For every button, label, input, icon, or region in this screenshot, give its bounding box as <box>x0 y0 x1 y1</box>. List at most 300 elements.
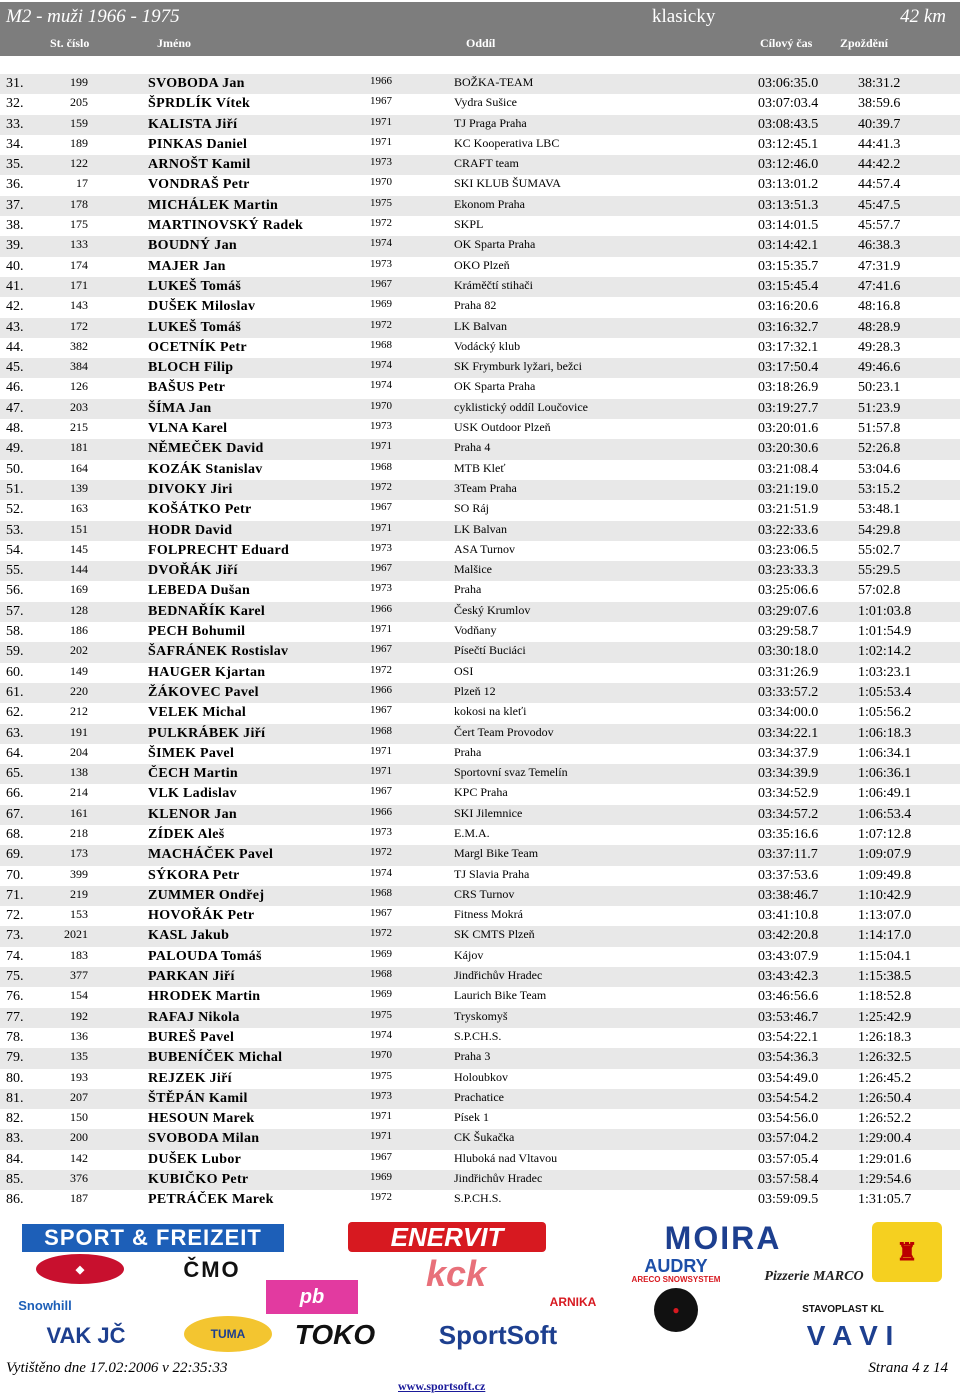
table-row <box>0 135 960 155</box>
year-cell: 1971 <box>370 623 392 636</box>
name-cell: HAUGER Kjartan <box>148 664 266 680</box>
club-cell: BOŽKA-TEAM <box>454 75 534 89</box>
rank-cell: 50. <box>6 461 24 477</box>
bib-cell: 181 <box>70 440 88 455</box>
table-row <box>0 378 960 398</box>
gap-cell: 1:26:45.2 <box>858 1070 912 1086</box>
gap-cell: 38:31.2 <box>858 76 901 91</box>
results-header <box>0 2 960 56</box>
gap-cell: 1:18:52.8 <box>858 989 912 1005</box>
bib-cell: 163 <box>70 501 88 516</box>
name-cell: ZÍDEK Aleš <box>148 826 225 842</box>
rank-cell: 61. <box>6 684 24 700</box>
time-cell: 03:29:07.6 <box>758 603 819 619</box>
bib-cell: 220 <box>70 683 88 698</box>
arnika-logo: ARNIKA <box>549 1295 597 1309</box>
bib-cell: 399 <box>70 866 88 881</box>
year-cell: 1974 <box>370 866 392 879</box>
table-row <box>0 358 960 378</box>
year-cell: 1970 <box>370 399 392 412</box>
gap-cell: 1:29:00.4 <box>858 1131 912 1147</box>
name-cell: HOVOŘÁK Petr <box>148 908 255 924</box>
toko-logo: TOKO <box>294 1319 376 1350</box>
table-row <box>0 947 960 967</box>
club-cell: SK CMTS Plzeň <box>454 927 535 942</box>
club-cell: Prachatice <box>454 1089 504 1104</box>
club-cell: USK Outdoor Plzeň <box>454 420 551 435</box>
table-row <box>0 74 960 94</box>
name-cell: PETRÁČEK Marek <box>148 1192 274 1208</box>
bib-cell: 382 <box>70 338 88 353</box>
year-cell: 1975 <box>370 196 392 209</box>
table-row <box>0 886 960 906</box>
time-cell: 03:38:46.7 <box>758 887 819 903</box>
name-cell: LUKEŠ Tomáš <box>148 278 242 294</box>
bib-cell: 135 <box>70 1049 88 1064</box>
bib-cell: 212 <box>70 704 88 719</box>
bib-cell: 169 <box>70 582 88 597</box>
gap-cell: 1:29:54.6 <box>858 1172 912 1188</box>
name-cell: BUREŠ Pavel <box>148 1029 235 1045</box>
pizzerie-logo: Pizzerie MARCO <box>764 1269 864 1284</box>
time-cell: 03:15:35.7 <box>758 258 819 274</box>
gap-cell: 55:02.7 <box>858 542 901 558</box>
rank-cell: 81. <box>6 1090 24 1106</box>
gap-cell: 44:57.4 <box>858 177 901 193</box>
gap-cell: 1:07:12.8 <box>858 826 912 842</box>
time-cell: 03:42:20.8 <box>758 928 819 944</box>
table-row <box>0 845 960 865</box>
bib-cell: 144 <box>70 562 88 577</box>
time-cell: 03:29:58.7 <box>758 624 819 640</box>
gap-cell: 40:39.7 <box>858 116 901 132</box>
time-cell: 03:16:20.6 <box>758 299 819 315</box>
year-cell: 1974 <box>370 1028 392 1041</box>
gap-cell: 48:16.8 <box>858 299 901 315</box>
club-cell: OKO Plzeň <box>454 257 510 272</box>
bib-cell: 218 <box>70 825 88 840</box>
club-cell: Margl Bike Team <box>454 846 539 861</box>
rank-cell: 72. <box>6 908 24 924</box>
column-header-name: Jméno <box>157 36 191 50</box>
club-cell: TJ Slavia Praha <box>454 866 530 881</box>
table-row <box>0 480 960 500</box>
club-cell: OK Sparta Praha <box>454 379 536 394</box>
pb-logo: pb <box>266 1280 358 1314</box>
time-cell: 03:21:19.0 <box>758 481 819 497</box>
bib-cell: 193 <box>70 1069 88 1084</box>
time-cell: 03:34:52.9 <box>758 786 819 802</box>
style-label: klasicky <box>652 6 716 27</box>
gap-cell: 48:28.9 <box>858 319 901 335</box>
gap-cell: 49:46.6 <box>858 360 901 376</box>
rank-cell: 32. <box>6 96 24 112</box>
time-cell: 03:46:56.6 <box>758 989 819 1005</box>
time-cell: 03:06:35.0 <box>758 76 819 91</box>
name-cell: DUŠEK Lubor <box>148 1151 242 1167</box>
year-cell: 1971 <box>370 1110 392 1123</box>
gap-cell: 47:31.9 <box>858 258 901 274</box>
vavi-logo: V A V I <box>806 1320 894 1351</box>
club-cell: OK Sparta Praha <box>454 237 536 252</box>
time-cell: 03:34:00.0 <box>758 705 819 721</box>
bib-cell: 138 <box>70 765 88 780</box>
rank-cell: 54. <box>6 542 24 558</box>
gap-cell: 1:06:34.1 <box>858 745 912 761</box>
rank-cell: 40. <box>6 258 24 274</box>
name-cell: FOLPRECHT Eduard <box>148 542 290 558</box>
club-cell: Písek 1 <box>454 1110 490 1125</box>
time-cell: 03:16:32.7 <box>758 319 819 335</box>
rank-cell: 84. <box>6 1151 24 1167</box>
gap-cell: 44:42.2 <box>858 157 901 173</box>
name-cell: MARTINOVSKÝ Radek <box>148 218 304 234</box>
time-cell: 03:20:30.6 <box>758 441 819 457</box>
rank-cell: 83. <box>6 1131 24 1147</box>
gap-cell: 57:02.8 <box>858 583 901 599</box>
year-cell: 1971 <box>370 521 392 534</box>
year-cell: 1975 <box>370 1008 392 1021</box>
name-cell: HODR David <box>148 522 233 538</box>
time-cell: 03:07:03.4 <box>758 96 819 112</box>
time-cell: 03:54:54.2 <box>758 1090 819 1106</box>
results-table <box>0 74 960 1211</box>
gap-cell: 1:02:14.2 <box>858 644 912 660</box>
club-cell: Ekonom Praha <box>454 196 525 211</box>
table-row <box>0 1109 960 1129</box>
bib-cell: 122 <box>70 156 88 171</box>
table-row <box>0 318 960 338</box>
bib-cell: 205 <box>70 95 88 110</box>
year-cell: 1972 <box>370 1191 392 1204</box>
areco-logo: ARECO SNOWSYSTEM <box>631 1274 721 1284</box>
bib-cell: 202 <box>70 643 88 658</box>
time-cell: 03:37:53.6 <box>758 867 819 883</box>
name-cell: HESOUN Marek <box>148 1111 255 1127</box>
bib-cell: 219 <box>70 886 88 901</box>
year-cell: 1967 <box>370 501 392 514</box>
rank-cell: 86. <box>6 1192 24 1208</box>
time-cell: 03:34:37.9 <box>758 745 819 761</box>
year-cell: 1968 <box>370 886 392 899</box>
club-cell: KC Kooperativa LBC <box>454 135 560 150</box>
club-cell: Vodňany <box>454 623 497 638</box>
table-row <box>0 541 960 561</box>
bib-cell: 215 <box>70 420 88 435</box>
gap-cell: 1:26:52.2 <box>858 1111 912 1127</box>
gap-cell: 1:25:42.9 <box>858 1009 912 1025</box>
bib-cell: 183 <box>70 947 88 962</box>
bib-cell: 178 <box>70 196 88 211</box>
table-row <box>0 602 960 622</box>
bib-cell: 174 <box>70 257 88 272</box>
rank-cell: 69. <box>6 847 24 863</box>
club-cell: Kájov <box>454 947 484 962</box>
club-cell: CRAFT team <box>454 156 519 171</box>
bib-cell: 207 <box>70 1089 88 1104</box>
rank-cell: 62. <box>6 705 24 721</box>
year-cell: 1971 <box>370 765 392 778</box>
gap-cell: 1:06:49.1 <box>858 786 912 802</box>
brewery-badge-icon: ◆ <box>36 1254 124 1284</box>
rank-cell: 36. <box>6 177 24 193</box>
name-cell: BAŠUS Petr <box>148 380 226 396</box>
sportsoft-logo: SportSoft <box>438 1319 558 1350</box>
time-cell: 03:17:50.4 <box>758 360 819 376</box>
name-cell: LUKEŠ Tomáš <box>148 319 242 335</box>
club-cell: Kráměčtí stihači <box>454 277 533 292</box>
table-row <box>0 439 960 459</box>
club-cell: Vodácký klub <box>454 338 521 353</box>
club-cell: Holoubkov <box>454 1069 508 1084</box>
year-cell: 1969 <box>370 947 392 960</box>
name-cell: DIVOKY Jiri <box>148 481 233 497</box>
bib-cell: 161 <box>70 805 88 820</box>
bib-cell: 199 <box>70 75 88 89</box>
column-header-club: Oddíl <box>466 36 496 50</box>
bib-cell: 187 <box>70 1191 88 1206</box>
bib-cell: 191 <box>70 724 88 739</box>
bib-cell: 186 <box>70 623 88 638</box>
club-cell: Jindřichův Hradec <box>454 968 543 983</box>
name-cell: BLOCH Filip <box>148 360 234 376</box>
rank-cell: 71. <box>6 887 24 903</box>
rank-cell: 63. <box>6 725 24 741</box>
time-cell: 03:54:22.1 <box>758 1029 819 1045</box>
sponsor-logos <box>0 1218 960 1358</box>
tuma-logo: TUMA <box>184 1316 272 1352</box>
table-row <box>0 1069 960 1089</box>
name-cell: PULKRÁBEK Jiří <box>148 725 266 741</box>
year-cell: 1972 <box>370 663 392 676</box>
table-row <box>0 277 960 297</box>
table-row <box>0 115 960 135</box>
bib-cell: 376 <box>70 1171 88 1186</box>
gap-cell: 1:01:03.8 <box>858 603 912 619</box>
club-cell: Praha <box>454 582 482 597</box>
stavoplast-logo: STAVOPLAST KL <box>802 1303 884 1315</box>
name-cell: DVOŘÁK Jiří <box>148 563 238 579</box>
club-cell: Sportovní svaz Temelín <box>454 765 568 780</box>
year-cell: 1974 <box>370 379 392 392</box>
category-title: M2 - muži 1966 - 1975 <box>6 6 180 27</box>
table-row <box>0 926 960 946</box>
gap-cell: 53:48.1 <box>858 502 901 518</box>
table-row <box>0 1129 960 1149</box>
time-cell: 03:54:49.0 <box>758 1070 819 1086</box>
club-cell: Laurich Bike Team <box>454 988 547 1003</box>
name-cell: ŠPRDLÍK Vítek <box>148 96 251 112</box>
name-cell: KALISTA Jiří <box>148 116 238 132</box>
bib-cell: 214 <box>70 785 88 800</box>
time-cell: 03:19:27.7 <box>758 400 819 416</box>
gap-cell: 1:01:54.9 <box>858 624 912 640</box>
name-cell: PALOUDA Tomáš <box>148 948 262 964</box>
time-cell: 03:15:45.4 <box>758 278 819 294</box>
table-row <box>0 1089 960 1109</box>
name-cell: SVOBODA Milan <box>148 1131 260 1147</box>
bib-cell: 128 <box>70 602 88 617</box>
table-row <box>0 196 960 216</box>
time-cell: 03:59:09.5 <box>758 1192 819 1208</box>
gap-cell: 45:57.7 <box>858 218 901 234</box>
bib-cell: 384 <box>70 359 88 374</box>
year-cell: 1973 <box>370 420 392 433</box>
table-row <box>0 561 960 581</box>
bib-cell: 159 <box>70 115 88 130</box>
rank-cell: 37. <box>6 197 24 213</box>
bib-cell: 204 <box>70 744 88 759</box>
club-cell: OSI <box>454 663 474 678</box>
gap-cell: 1:15:38.5 <box>858 969 912 985</box>
year-cell: 1966 <box>370 683 392 696</box>
rank-cell: 47. <box>6 400 24 416</box>
gap-cell: 49:28.3 <box>858 339 901 355</box>
sportsoft-link[interactable]: www.sportsoft.cz <box>398 1379 486 1393</box>
year-cell: 1970 <box>370 176 392 189</box>
club-cell: S.P.CH.S. <box>454 1191 502 1206</box>
rank-cell: 82. <box>6 1111 24 1127</box>
table-row <box>0 500 960 520</box>
name-cell: HRODEK Martin <box>148 989 261 1005</box>
table-row <box>0 967 960 987</box>
club-cell: SKI Jilemnice <box>454 805 523 820</box>
year-cell: 1971 <box>370 135 392 148</box>
name-cell: NĚMEČEK David <box>148 441 264 457</box>
rank-cell: 59. <box>6 644 24 660</box>
rank-cell: 79. <box>6 1050 24 1066</box>
year-cell: 1973 <box>370 825 392 838</box>
rank-cell: 85. <box>6 1172 24 1188</box>
gap-cell: 44:41.3 <box>858 136 901 152</box>
club-cell: Jindřichův Hradec <box>454 1171 543 1186</box>
name-cell: BUBENÍČEK Michal <box>148 1050 283 1066</box>
time-cell: 03:35:16.6 <box>758 826 819 842</box>
name-cell: VLK Ladislav <box>148 786 237 802</box>
name-cell: KASL Jakub <box>148 928 230 944</box>
table-row <box>0 236 960 256</box>
column-header-time: Cílový čas <box>760 36 813 50</box>
table-row <box>0 784 960 804</box>
time-cell: 03:08:43.5 <box>758 116 819 132</box>
distance-label: 42 km <box>900 6 946 27</box>
gap-cell: 1:29:01.6 <box>858 1151 912 1167</box>
year-cell: 1968 <box>370 338 392 351</box>
club-cell: Plzeň 12 <box>454 683 496 698</box>
year-cell: 1972 <box>370 480 392 493</box>
rank-cell: 41. <box>6 278 24 294</box>
rank-cell: 48. <box>6 421 24 437</box>
name-cell: PINKAS Daniel <box>148 136 248 152</box>
name-cell: BEDNAŘÍK Karel <box>148 603 266 619</box>
bib-cell: 17 <box>76 176 88 191</box>
bib-cell: 189 <box>70 135 88 150</box>
bib-cell: 173 <box>70 846 88 861</box>
club-cell: SKI KLUB ŠUMAVA <box>454 176 561 191</box>
table-row <box>0 703 960 723</box>
name-cell: ARNOŠT Kamil <box>148 157 251 173</box>
rank-cell: 51. <box>6 481 24 497</box>
time-cell: 03:53:46.7 <box>758 1009 819 1025</box>
club-cell: LK Balvan <box>454 521 507 536</box>
table-row <box>0 805 960 825</box>
table-row <box>0 297 960 317</box>
name-cell: MACHÁČEK Pavel <box>148 847 274 863</box>
table-row <box>0 216 960 236</box>
bib-cell: 164 <box>70 460 88 475</box>
rank-cell: 42. <box>6 299 24 315</box>
rank-cell: 65. <box>6 766 24 782</box>
year-cell: 1974 <box>370 359 392 372</box>
table-row <box>0 419 960 439</box>
bib-cell: 154 <box>70 988 88 1003</box>
club-cell: CRS Turnov <box>454 886 515 901</box>
gap-cell: 53:04.6 <box>858 461 901 477</box>
gap-cell: 1:15:04.1 <box>858 948 912 964</box>
name-cell: KLENOR Jan <box>148 806 237 822</box>
name-cell: LEBEDA Dušan <box>148 583 251 599</box>
gap-cell: 1:06:36.1 <box>858 766 912 782</box>
table-row <box>0 642 960 662</box>
year-cell: 1971 <box>370 115 392 128</box>
name-cell: VLNA Karel <box>148 421 228 437</box>
table-row <box>0 724 960 744</box>
page-number: Strana 4 z 14 <box>868 1360 948 1376</box>
club-cell: S.P.CH.S. <box>454 1028 502 1043</box>
name-cell: VONDRAŠ Petr <box>148 177 250 193</box>
time-cell: 03:22:33.6 <box>758 522 819 538</box>
gap-cell: 1:03:23.1 <box>858 664 912 680</box>
gap-cell: 38:59.6 <box>858 96 901 112</box>
club-cell: SKPL <box>454 217 484 232</box>
gap-cell: 54:29.8 <box>858 522 901 538</box>
gap-cell: 45:47.5 <box>858 197 901 213</box>
bib-cell: 142 <box>70 1150 88 1165</box>
column-header-gap: Zpoždění <box>840 36 889 50</box>
rank-cell: 67. <box>6 806 24 822</box>
table-row <box>0 622 960 642</box>
time-cell: 03:54:56.0 <box>758 1111 819 1127</box>
bib-cell: 153 <box>70 907 88 922</box>
time-cell: 03:57:04.2 <box>758 1131 819 1147</box>
rank-cell: 52. <box>6 502 24 518</box>
bib-cell: 175 <box>70 217 88 232</box>
gap-cell: 51:57.8 <box>858 421 901 437</box>
club-cell: SO Ráj <box>454 501 490 516</box>
year-cell: 1967 <box>370 1150 392 1163</box>
name-cell: SVOBODA Jan <box>148 76 245 91</box>
year-cell: 1967 <box>370 95 392 108</box>
table-row <box>0 987 960 1007</box>
bib-cell: 172 <box>70 318 88 333</box>
club-cell: Praha 4 <box>454 440 491 455</box>
year-cell: 1968 <box>370 460 392 473</box>
gap-cell: 1:31:05.7 <box>858 1192 912 1208</box>
bib-cell: 149 <box>70 663 88 678</box>
rank-cell: 35. <box>6 157 24 173</box>
club-cell: CK Šukačka <box>454 1130 515 1145</box>
gap-cell: 1:06:53.4 <box>858 806 912 822</box>
time-cell: 03:57:58.4 <box>758 1172 819 1188</box>
club-cell: KPC Praha <box>454 785 508 800</box>
club-cell: Malšice <box>454 562 492 577</box>
bib-cell: 143 <box>70 298 88 313</box>
time-cell: 03:14:01.5 <box>758 218 819 234</box>
cmo-logo: ČMO <box>183 1257 241 1282</box>
table-row <box>0 257 960 277</box>
rank-cell: 45. <box>6 360 24 376</box>
bib-cell: 203 <box>70 399 88 414</box>
